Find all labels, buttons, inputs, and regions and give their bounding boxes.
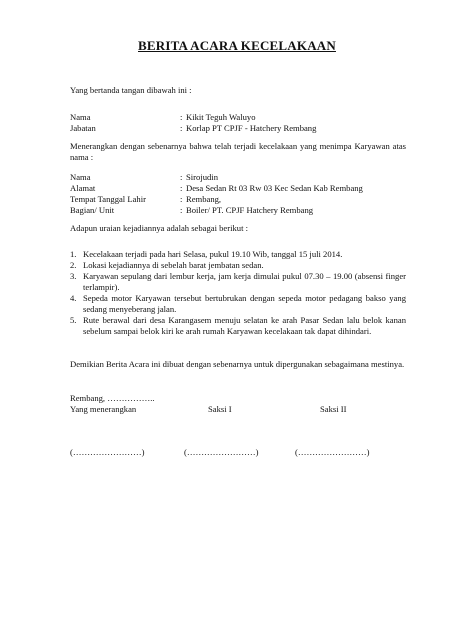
employee-address-row: [0, 183, 474, 194]
signer-position-row: [0, 123, 474, 134]
field-label: Tempat Tanggal Lahir: [70, 194, 146, 204]
employee-name-row: [0, 172, 474, 183]
list-item: [70, 271, 406, 293]
signer-name-row: [0, 112, 474, 123]
field-value: Boiler/ PT. CPJF Hatchery Rembang: [186, 205, 314, 215]
field-label: Alamat: [70, 183, 96, 193]
field-colon: :: [180, 123, 183, 133]
field-value: Rembang,: [186, 194, 222, 204]
field-colon: :: [180, 112, 183, 122]
list-number: 5.: [70, 315, 77, 325]
list-text: Karyawan sepulang dari lembur kerja, jam kerja dimulai pukul 07.30 – 19.00 (absensi finger terlampir).: [83, 271, 406, 292]
witness2-label: Saksi II: [320, 404, 347, 414]
field-colon: :: [180, 172, 183, 182]
employee-unit-row: [0, 205, 474, 216]
chronology-intro: Adapun uraian kejadiannya adalah sebagai berikut :: [70, 223, 249, 233]
place-date: Rembang, ……………..: [70, 393, 155, 403]
field-colon: :: [180, 183, 183, 193]
field-colon: :: [180, 205, 183, 215]
list-text: Rute berawal dari desa Karangasem menuju selatan ke arah Pasar Sedan lalu belok kanan sebelum sampai belok kiri ke arah rumah Karyawan kecelakaan tak dapat dihindari.: [83, 315, 406, 336]
field-label: Nama: [70, 112, 91, 122]
field-value: Desa Sedan Rt 03 Rw 03 Kec Sedan Kab Rembang: [186, 183, 363, 193]
list-number: 1.: [70, 249, 77, 259]
list-number: 2.: [70, 260, 77, 270]
field-value: Korlap PT CPJF - Hatchery Rembang: [186, 123, 317, 133]
closing-paragraph: Demikian Berita Acara ini dibuat dengan sebenarnya untuk dipergunakan sebagaimana mestinya.: [70, 359, 405, 369]
list-item: [70, 315, 406, 348]
statement-paragraph: Menerangkan dengan sebenarnya bahwa telah terjadi kecelakaan yang menimpa Karyawan atas nama :: [70, 141, 406, 162]
document-title: BERITA ACARA KECELAKAAN: [138, 38, 336, 53]
field-value: Kikit Teguh Waluyo: [186, 112, 256, 122]
witness1-label: Saksi I: [208, 404, 232, 414]
witness2-signature-line: (……………………): [295, 447, 370, 457]
employee-birth-row: [0, 194, 474, 205]
list-number: 4.: [70, 293, 77, 303]
declarant-label: Yang menerangkan: [70, 404, 137, 414]
field-colon: :: [180, 194, 183, 204]
field-label: Jabatan: [70, 123, 96, 133]
list-text: Lokasi kejadiannya di sebelah barat jembatan sedan.: [83, 260, 264, 270]
field-value: Sirojudin: [186, 172, 218, 182]
list-number: 3.: [70, 271, 77, 281]
intro-text: Yang bertanda tangan dibawah ini :: [70, 85, 192, 95]
list-text: Kecelakaan terjadi pada hari Selasa, pukul 19.10 Wib, tanggal 15 juli 2014.: [83, 249, 343, 259]
witness1-signature-line: (……………………): [184, 447, 259, 457]
declarant-signature-line: (……………………): [70, 447, 145, 457]
list-item: [70, 293, 406, 315]
list-text: Sepeda motor Karyawan tersebut bertubrukan dengan sepeda motor pedagang bakso yang sedang menyeberang jalan.: [83, 293, 406, 314]
field-label: Nama: [70, 172, 91, 182]
field-label: Bagian/ Unit: [70, 205, 115, 215]
